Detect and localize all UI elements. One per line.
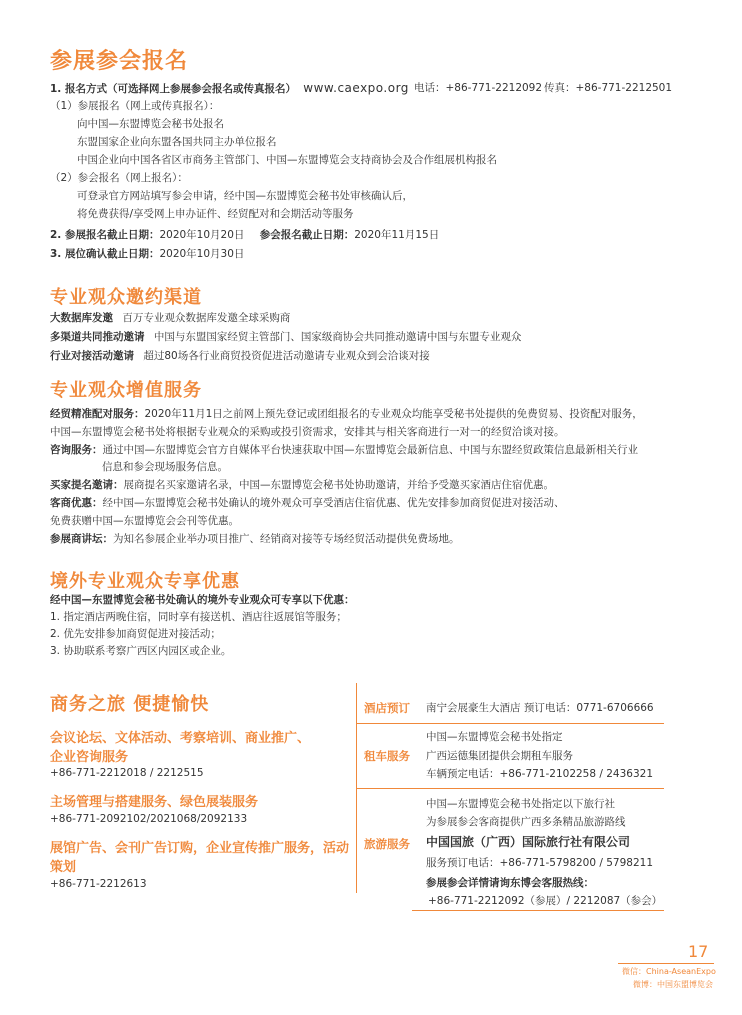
deadline-attend-value: 2020年11月15日 bbox=[354, 229, 440, 241]
travel-label: 旅游服务 bbox=[364, 837, 410, 851]
consult-service bbox=[50, 443, 638, 457]
footer-wechat: 微信：China-AseanExpo bbox=[622, 967, 716, 976]
car-label: 租车服务 bbox=[364, 749, 410, 763]
hotel-text: 南宁会展豪生大酒店 预订电话：0771-6706666 bbox=[426, 702, 654, 714]
invite-row bbox=[50, 311, 290, 325]
overseas-item: 2. 优先安排参加商贸促进对接活动； bbox=[50, 628, 221, 640]
business-service-title: 展馆广告、会刊广告订购，企业宣传推广服务，活动策划 bbox=[50, 841, 350, 875]
deadline-line bbox=[50, 228, 439, 242]
buyer-invite bbox=[50, 478, 554, 492]
exhibit-item: 东盟国家企业向东盟各国共同主办单位报名 bbox=[77, 136, 277, 148]
buyer-invite-label: 买家提名邀请： bbox=[50, 479, 124, 491]
consult-service-text: 通过中国—东盟博览会官方自媒体平台快速获取中国—东盟博览会最新信息、中国与东盟经贸政策信息最新相关行业 bbox=[102, 444, 638, 456]
invite-title: 专业观众邀约渠道 bbox=[50, 287, 202, 308]
attend-item: 可登录官方网站填写参会申请，经中国—东盟博览会秘书处审核确认后， bbox=[77, 190, 413, 202]
matching-service bbox=[50, 407, 643, 421]
exhibitor-forum-label: 参展商讲坛： bbox=[50, 533, 113, 545]
attend-heading: （2）参会报名（网上报名）： bbox=[50, 172, 188, 184]
panel-divider-bottom bbox=[412, 910, 664, 911]
matching-service-text: 2020年11月1日之前网上预先登记或团组报名的专业观众均能享受秘书处提供的免费贸易、投资配对服务， bbox=[144, 408, 643, 420]
deadline-attend-label: 参会报名截止日期： bbox=[259, 229, 355, 241]
invite-row bbox=[50, 330, 521, 344]
consult-service-label: 咨询服务： bbox=[50, 444, 103, 456]
booth-deadline-label: 3. 展位确认截止日期： bbox=[50, 248, 160, 260]
business-service-phone: +86-771-2212613 bbox=[50, 878, 147, 890]
business-service-phone: +86-771-2212018 / 2212515 bbox=[50, 767, 204, 779]
invite-row-label: 多渠道共同推动邀请 bbox=[50, 331, 145, 343]
footer-weibo: 微博：中国东盟博览会 bbox=[633, 980, 713, 989]
invite-row-text: 百万专业观众数据库发邀全球采购商 bbox=[122, 312, 291, 324]
business-service-phone: +86-771-2092102/2021068/2092133 bbox=[50, 813, 248, 825]
registration-title: 参展参会报名 bbox=[50, 49, 189, 74]
exhibitor-forum-text: 为知名参展企业举办项目推广、经销商对接等专场经贸活动提供免费场地。 bbox=[113, 533, 460, 545]
business-title: 商务之旅 便捷愉快 bbox=[50, 694, 210, 715]
merchant-discount bbox=[50, 496, 565, 510]
buyer-invite-text: 展商提名买家邀请名录，中国—东盟博览会秘书处协助邀请，并给予受邀买家酒店住宿优惠。 bbox=[123, 479, 554, 491]
panel-divider bbox=[356, 723, 664, 724]
value-services-title: 专业观众增值服务 bbox=[50, 380, 202, 401]
hotline-label: 参展参会详情请询东博会客服热线： bbox=[426, 877, 594, 889]
overseas-item: 1. 指定酒店两晚住宿，同时享有接送机、酒店往返展馆等服务； bbox=[50, 611, 347, 623]
car-line: 广西运德集团提供会期租车服务 bbox=[426, 750, 573, 762]
website-link[interactable]: www.caexpo.org bbox=[303, 81, 409, 95]
footer-divider bbox=[618, 963, 714, 964]
car-line: 车辆预定电话：+86-771-2102258 / 2436321 bbox=[426, 768, 654, 780]
exhibit-item: 中国企业向中国各省区市商务主管部门、中国—东盟博览会支持商协会及合作组展机构报名 bbox=[77, 154, 497, 166]
matching-service-cont: 中国—东盟博览会秘书处将根据专业观众的采购或投引资需求，安排其与相关客商进行一对一的经贸洽谈对接。 bbox=[50, 426, 565, 438]
registration-phone: 电话：+86-771-2212092 bbox=[414, 82, 543, 94]
page-number: 17 bbox=[688, 942, 709, 961]
business-service-title: 会议论坛、文体活动、考察培训、商业推广、企业咨询服务 bbox=[50, 731, 311, 765]
overseas-item: 3. 协助联系考察广西区内园区或企业。 bbox=[50, 645, 232, 657]
hotel-label: 酒店预订 bbox=[364, 701, 410, 715]
business-service-title: 主场管理与搭建服务、绿色展装服务 bbox=[50, 795, 259, 810]
consult-service-cont: 信息和参会现场服务信息。 bbox=[102, 461, 228, 473]
overseas-intro: 经中国—东盟博览会秘书处确认的境外专业观众可专享以下优惠： bbox=[50, 594, 355, 606]
merchant-discount-cont: 免费获赠中国—东盟博览会会刊等优惠。 bbox=[50, 515, 239, 527]
travel-company: 中国国旅（广西）国际旅行社有限公司 bbox=[426, 835, 631, 849]
panel-divider bbox=[356, 788, 664, 789]
invite-row bbox=[50, 349, 430, 363]
registration-fax: 传真：+86-771-2212501 bbox=[544, 82, 673, 94]
invite-row-label: 行业对接活动邀请 bbox=[50, 350, 134, 362]
booth-deadline-line bbox=[50, 247, 244, 261]
merchant-discount-text: 经中国—东盟博览会秘书处确认的境外观众可享受酒店住宿优惠、优先安排参加商贸促进对接活动、 bbox=[102, 497, 565, 509]
car-line: 中国—东盟博览会秘书处指定 bbox=[426, 731, 563, 743]
deadline-exhibit-label: 2. 参展报名截止日期： bbox=[50, 229, 160, 241]
registration-method-line bbox=[50, 81, 409, 96]
exhibitor-forum bbox=[50, 532, 460, 546]
attend-item: 将免费获得/享受网上申办证件、经贸配对和会期活动等服务 bbox=[77, 208, 354, 220]
booth-deadline-value: 2020年10月30日 bbox=[159, 248, 245, 260]
invite-row-text: 超过80场各行业商贸投资促进活动邀请专业观众到会洽谈对接 bbox=[143, 350, 430, 362]
hotline-number: +86-771-2212092（参展）/ 2212087（参会） bbox=[428, 895, 663, 907]
travel-phone: 服务预订电话：+86-771-5798200 / 5798211 bbox=[426, 857, 654, 869]
matching-service-label: 经贸精准配对服务： bbox=[50, 408, 145, 420]
exhibit-item: 向中国—东盟博览会秘书处报名 bbox=[77, 118, 224, 130]
exhibit-heading: （1）参展报名（网上或传真报名）： bbox=[50, 100, 220, 112]
travel-line: 为参展参会客商提供广西多条精品旅游路线 bbox=[426, 816, 626, 828]
merchant-discount-label: 客商优惠： bbox=[50, 497, 103, 509]
invite-row-text: 中国与东盟国家经贸主管部门、国家级商协会共同推动邀请中国与东盟专业观众 bbox=[153, 331, 522, 343]
deadline-exhibit-value: 2020年10月20日 bbox=[159, 229, 245, 241]
invite-row-label: 大数据库发邀 bbox=[50, 312, 113, 324]
travel-line: 中国—东盟博览会秘书处指定以下旅行社 bbox=[426, 798, 615, 810]
registration-method-label: 1. 报名方式（可选择网上参展参会报名或传真报名） bbox=[50, 83, 296, 95]
overseas-title: 境外专业观众专享优惠 bbox=[50, 571, 240, 592]
